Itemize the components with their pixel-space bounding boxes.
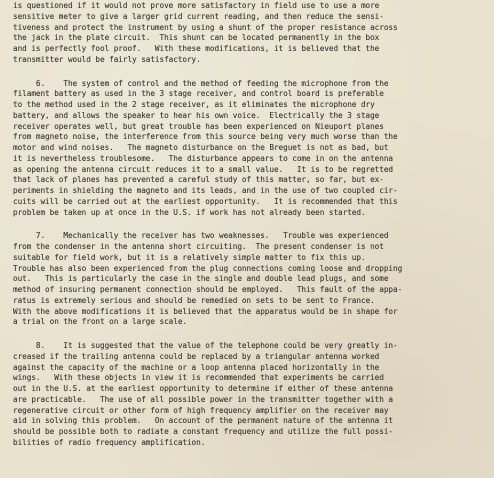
text-line: Trouble has also been experienced from the plug connections coming loose and dropping (13, 263, 403, 273)
text-line: it is nevertheless troublesome. The disturbance appears to come in on the antenna (13, 153, 393, 163)
text-line: periments in shielding the magneto and its leads, and in the use of two coupled cir- (13, 186, 398, 195)
text-line: tiveness and protect the instrument by using a shunt of the proper resistance across (13, 22, 398, 32)
text-line: sensitive meter to give a larger grid current reading, and then reduce the sensi- (13, 11, 384, 21)
text-line: creased if the trailing antenna could be replaced by a triangular antenna worked (13, 351, 380, 361)
text-line: problem be taken up at once in the U.S. if work has not already been started. (13, 207, 366, 217)
text-line: from magneto noise, the interference from this source being very much worse than the (13, 132, 398, 142)
text-line: from the condenser in the antenna short circuiting. The present condenser is not (13, 242, 384, 251)
text-line: wings. With these objects in view it is recommended that experiments be carried (13, 373, 384, 383)
text-line: against the capacity of the machine or a loop antenna placed horizontally in the (13, 362, 380, 372)
paragraph-8 (13, 341, 490, 449)
text-line: that lack of planes has prevented a careful study of this matter, so far, but ex- (13, 175, 384, 185)
text-line: is questioned if it would not prove more satisfactory in field use to use a more (13, 1, 380, 10)
text-line: 8. It is suggested that the value of the telephone could be very greatly in- (13, 341, 398, 350)
text-line: suitable for field work, but it is a relatively simple matter to fix this up. (13, 252, 366, 262)
text-line: as opening the antenna circuit reduces it to a small value. It is to be regretted (13, 164, 393, 174)
text-line: should be possible both to radiate a constant frequency and utilize the full possi- (13, 427, 393, 436)
paragraph-5-continuation (13, 1, 490, 66)
paragraph-6 (13, 79, 490, 219)
text-line: filament battery as used in the 3 stage receiver, and control board is preferable (13, 89, 384, 99)
text-line: method of insuring permanent connection should be employed. This fault of the appa- (13, 285, 403, 294)
paragraph-7 (13, 231, 490, 328)
text-line: to the method used in the 2 stage receiver, as it eliminates the microphone dry (13, 100, 375, 109)
text-line: the jack in the plate circuit. This shunt can be located permanently in the box (13, 33, 380, 43)
text-line: out in the U.S. at the earliest opportunity to determine if either of these antenna (13, 384, 393, 393)
text-line: a trial on the front on a large scale. (13, 317, 187, 327)
text-line: With the above modifications it is believed that the apparatus would be in shape for (13, 306, 398, 316)
text-line: cuits will be carried out at the earliest opportunity. It is recommended that this (13, 196, 398, 206)
text-line: transmitter would be fairly satisfactory. (13, 54, 201, 64)
text-line: battery, and allows the speaker to hear his own voice. Electrically the 3 stage (13, 110, 380, 120)
text-line: and is perfectly fool proof. With these modifications, it is believed that the (13, 44, 380, 53)
text-line: 7. Mechanically the receiver has two weaknesses. Trouble was experienced (13, 231, 389, 241)
text-line: bilities of radio frequency amplification. (13, 437, 206, 447)
text-line: out. This is particularly the case in the single and double lead plugs, and some (13, 274, 389, 284)
text-line: receiver operates well, but great trouble has been experienced on Nieuport planes (13, 121, 384, 131)
text-line: are practicable. The use of all possible power in the transmitter together with a (13, 394, 393, 404)
text-line: 6. The system of control and the method of feeding the microphone from the (13, 78, 389, 88)
text-line: motor and wind noises. The magneto disturbance on the Breguet is not as bad, but (13, 143, 389, 152)
text-line: aid in solving this problem. On account of the permanent nature of the antenna it (13, 416, 393, 426)
text-line: regenerative circuit or other form of high frequency amplifier on the receiver may (13, 405, 389, 415)
text-line: ratus is extremely serious and should be remedied on sets to be sent to France. (13, 295, 375, 305)
